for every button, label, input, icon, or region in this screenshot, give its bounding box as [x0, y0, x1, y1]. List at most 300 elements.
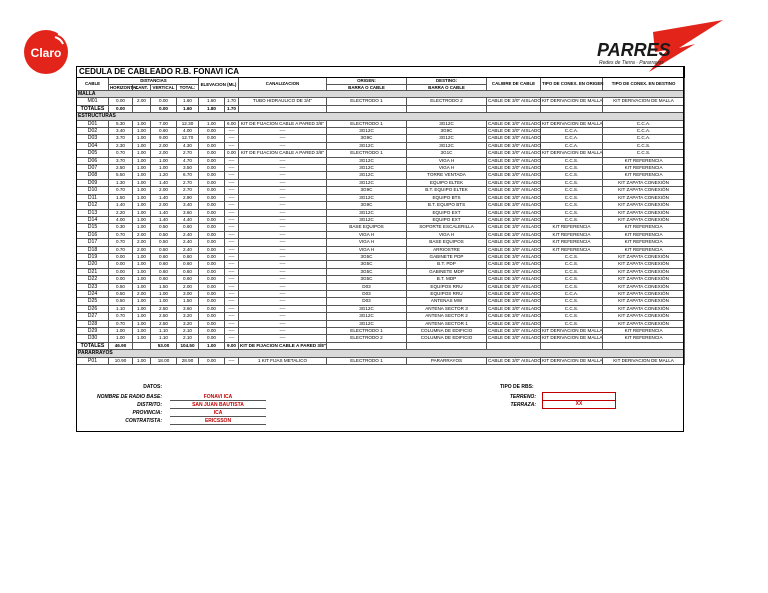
col-tipo-origen: TIPO DE CONEX. EN ORIGEN	[541, 78, 603, 91]
table-cell: CABLE DE 3/0" AISLADO	[488, 328, 541, 333]
table-cell: ----	[225, 165, 239, 172]
table-cell: ----	[225, 209, 239, 216]
table-cell: KIT DERIVACION DE MALLA	[542, 120, 603, 126]
table-cell: ----	[225, 283, 239, 290]
table-cell: 1.00	[133, 120, 151, 127]
table-cell: 1.80	[199, 105, 225, 112]
table-cell: ELECTRODO 1	[327, 150, 407, 157]
table-cell: C.C.S.	[541, 283, 603, 290]
table-cell: C.C.S.	[541, 305, 603, 312]
table-cell: 0.00	[151, 105, 177, 112]
table-cell: D01	[77, 120, 109, 127]
table-cell: 0.00	[199, 283, 225, 290]
table-cell: ----	[239, 165, 327, 172]
table-cell: 1.00	[133, 328, 151, 335]
table-cell: KIT DERIVACION DE MALLA	[542, 150, 603, 156]
table-cell: C.C.S.	[541, 202, 603, 209]
table-cell: 0.00	[199, 357, 225, 364]
col-cant: CANT.	[133, 85, 151, 91]
table-cell: 3G9C	[407, 128, 487, 135]
table-cell: 1.00	[133, 224, 151, 231]
table-cell: KIT REFERENCIA	[603, 239, 685, 246]
table-cell: COLUMNA DE EDIFICIO	[407, 328, 487, 335]
table-row	[77, 335, 685, 342]
table-cell: D29	[77, 328, 109, 335]
table-cell: 1.00	[133, 320, 151, 327]
table-row	[77, 239, 685, 246]
table-cell: CABLE DE 3/0" AISLADO	[488, 276, 541, 282]
table-cell: ANTENA SECTOR 2	[407, 313, 487, 320]
table-cell: ----	[239, 276, 327, 283]
table-cell: CABLE DE 3/0" AISLADO	[488, 179, 541, 185]
table-cell: ----	[239, 328, 327, 335]
table-cell: C.C.S.	[541, 187, 603, 194]
table-cell: 2.00	[151, 142, 177, 149]
table-row	[77, 313, 685, 320]
table-cell: 3G5C	[327, 268, 407, 275]
table-cell: ----	[225, 268, 239, 275]
table-row	[77, 157, 685, 164]
table-cell: KIT REFERENCIA	[603, 165, 685, 172]
table-cell: 1.00	[133, 179, 151, 186]
table-cell: 1.10	[151, 328, 177, 335]
table-row	[77, 120, 685, 127]
table-cell: ----	[239, 313, 327, 320]
table-cell: CABLE DE 3/0" AISLADO	[488, 224, 541, 230]
table-cell: ELECTRODO 1	[327, 120, 407, 127]
table-cell: 3G9C	[327, 202, 407, 209]
table-cell: 0.50	[151, 239, 177, 246]
table-cell: C.C.S.	[603, 150, 685, 157]
table-cell: 1.10	[109, 305, 133, 312]
table-cell: 3G12C	[407, 120, 487, 127]
table-cell: EQUIPO EXT	[407, 216, 487, 223]
col-vertical: VERTICAL	[151, 85, 177, 91]
table-cell: 3.50	[177, 165, 199, 172]
table-cell: D24	[77, 290, 109, 297]
table-cell: 0.00	[199, 268, 225, 275]
table-cell: 3G12C	[327, 216, 407, 223]
table-cell: KIT DERIVACION DE MALLA	[542, 335, 603, 341]
table-cell: CABLE DE 3/0" AISLADO	[488, 165, 541, 171]
table-cell: 1.00	[151, 157, 177, 164]
section-estructuras: ESTRUCTURAS	[77, 113, 685, 120]
table-cell: ----	[239, 224, 327, 231]
table-cell: KIT ZAPATA CONEXIÓN	[603, 298, 685, 305]
table-cell: 0.00	[199, 165, 225, 172]
col-distancias: DISTANCIAS	[109, 78, 199, 85]
table-cell: 1.00	[133, 357, 151, 364]
table-cell: ----	[225, 135, 239, 142]
table-row	[77, 202, 685, 209]
table-cell: 1.00	[133, 135, 151, 142]
table-cell: 3G12C	[327, 179, 407, 186]
table-row	[77, 98, 685, 105]
table-cell: D05	[77, 150, 109, 157]
table-cell: ----	[225, 261, 239, 268]
table-cell: 1.00	[133, 253, 151, 260]
table-cell: ----	[239, 290, 327, 297]
table-cell: 0.50	[151, 224, 177, 231]
table-cell: TOTALES	[77, 105, 109, 112]
table-row	[77, 268, 685, 275]
table-cell: D18	[77, 246, 109, 253]
table-cell: C.C.A.	[603, 135, 685, 142]
table-cell: 12.30	[177, 120, 199, 127]
table-cell: KIT ZAPATA CONEXIÓN	[603, 276, 685, 283]
table-cell: 0.00	[199, 142, 225, 149]
table-cell: 2.70	[177, 179, 199, 186]
table-cell: 104.50	[177, 342, 199, 349]
table-cell: CABLE DE 3/0" AISLADO	[488, 157, 541, 163]
table-cell: 2.10	[177, 335, 199, 342]
table-cell: 53.00	[151, 342, 177, 349]
table-row	[77, 216, 685, 223]
table-cell: C.C.S.	[541, 165, 603, 172]
table-cell: C.C.S.	[541, 313, 603, 320]
table-cell: 1.50	[151, 283, 177, 290]
table-cell: KIT ZAPATA CONEXIÓN	[603, 290, 685, 297]
table-cell: 1.00	[133, 305, 151, 312]
table-cell: 0.70	[109, 246, 133, 253]
table-cell: CABLE DE 3/0" AISLADO	[488, 150, 541, 156]
table-cell: CABLE DE 3/0" AISLADO	[488, 305, 541, 311]
section-pararrayos: PARARRAYOS	[77, 350, 685, 357]
table-cell: ----	[239, 298, 327, 305]
table-cell: C.C.S.	[541, 157, 603, 164]
table-cell: ----	[225, 216, 239, 223]
table-cell: B.T. MDP	[407, 276, 487, 283]
table-row	[77, 276, 685, 283]
table-cell: GABINETE PDP	[407, 253, 487, 260]
table-cell: 1.00	[133, 150, 151, 157]
table-cell: 1.00	[133, 268, 151, 275]
table-cell: CABLE DE 3/0" AISLADO	[488, 142, 541, 148]
table-cell: KIT ZAPATA CONEXIÓN	[603, 320, 685, 327]
table-cell: CABLE DE 3/0" AISLADO	[488, 98, 541, 104]
table-cell: 0.60	[177, 224, 199, 231]
table-cell: 1.80	[199, 98, 225, 105]
table-cell: ----	[225, 202, 239, 209]
table-cell	[407, 105, 487, 112]
table-cell: 0.00	[199, 135, 225, 142]
table-cell: 1 KIT FIJAS METALICO	[239, 357, 327, 364]
table-cell: 0.00	[199, 298, 225, 305]
table-cell: KIT ZAPATA CONEXIÓN	[603, 305, 685, 312]
table-cell: 0.70	[109, 187, 133, 194]
table-cell: ----	[239, 231, 327, 238]
table-cell: 2.50	[151, 305, 177, 312]
table-cell: EQUIPOS RRU	[407, 290, 487, 297]
table-cell: ----	[225, 128, 239, 135]
table-cell: CABLE DE 3/0" AISLADO	[488, 231, 541, 237]
table-cell: 4.30	[177, 142, 199, 149]
table-cell: 3G12C	[327, 209, 407, 216]
table-cell: ----	[225, 187, 239, 194]
table-cell	[541, 105, 603, 112]
table-row	[77, 261, 685, 268]
table-cell: 3.70	[109, 157, 133, 164]
table-cell: 0.60	[151, 276, 177, 283]
table-cell: 0.60	[177, 276, 199, 283]
table-cell: 1.00	[133, 128, 151, 135]
table-cell: ----	[225, 313, 239, 320]
table-cell: D15	[77, 224, 109, 231]
table-row	[77, 320, 685, 327]
table-cell: 0.60	[151, 128, 177, 135]
table-cell: C.C.A.	[541, 135, 603, 142]
table-cell: 0.60	[177, 253, 199, 260]
table-cell: 3.70	[109, 135, 133, 142]
table-cell: 1.00	[199, 120, 225, 127]
table-cell: CABLE DE 3/0" AISLADO	[488, 268, 541, 274]
table-cell: 0.00	[199, 202, 225, 209]
table-cell: 0.70	[109, 231, 133, 238]
col-origen: ORIGEN:	[327, 78, 407, 85]
table-cell: 5.50	[109, 172, 133, 179]
table-cell: 2.00	[133, 290, 151, 297]
table-cell: ----	[239, 157, 327, 164]
table-cell: CABLE DE 3/0" AISLADO	[488, 187, 541, 193]
table-cell: 0.00	[199, 328, 225, 335]
table-cell	[603, 105, 685, 112]
table-cell: ----	[239, 194, 327, 201]
table-cell: 3G12C	[327, 305, 407, 312]
table-cell: 3G12C	[327, 172, 407, 179]
table-cell: 3G9C	[327, 135, 407, 142]
table-cell: C.C.S.	[541, 261, 603, 268]
table-cell: 0.60	[177, 268, 199, 275]
table-cell: ----	[239, 261, 327, 268]
table-cell: 2.50	[109, 165, 133, 172]
table-cell: CABLE DE 3/0" AISLADO	[488, 135, 541, 141]
table-cell: B.T. EQUIPO ELTEK	[407, 187, 487, 194]
table-cell: KIT REFERENCIA	[541, 224, 603, 231]
table-cell: 3.40	[177, 202, 199, 209]
table-cell	[133, 105, 151, 112]
table-cell: B.T. PDP	[407, 261, 487, 268]
table-cell: 0.00	[109, 261, 133, 268]
table-cell: 2.70	[177, 150, 199, 157]
table-cell: VIGA H	[407, 231, 487, 238]
table-cell: KIT REFERENCIA	[603, 231, 685, 238]
table-cell: ----	[225, 357, 239, 364]
table-cell: KIT ZAPATA CONEXIÓN	[603, 283, 685, 290]
table-row	[77, 246, 685, 253]
table-cell: CABLE DE 3/0" AISLADO	[488, 194, 541, 200]
table-cell: ----	[225, 224, 239, 231]
table-row	[77, 253, 685, 260]
cabling-sheet	[76, 66, 684, 365]
table-cell: 4.00	[177, 128, 199, 135]
table-cell: 7.00	[151, 120, 177, 127]
table-cell: 1.50	[109, 194, 133, 201]
table-cell: 0.50	[109, 290, 133, 297]
table-cell: 1.00	[109, 335, 133, 342]
table-cell: ANTENA SECTOR 3	[407, 305, 487, 312]
table-cell: 0.00	[225, 150, 239, 157]
table-cell: D22	[77, 276, 109, 283]
table-cell: 2.00	[151, 187, 177, 194]
datos-value-distrito: SAN JUAN BAUTISTA	[170, 402, 266, 409]
table-cell: 0.00	[199, 194, 225, 201]
table-cell: 0.00	[199, 231, 225, 238]
col-origen-sub: BARRA O CABLE	[327, 85, 407, 91]
datos-value-rb: FONAVI ICA	[170, 394, 266, 401]
table-cell: D20	[77, 261, 109, 268]
table-cell: 3G5C	[327, 261, 407, 268]
table-cell: 3.60	[177, 305, 199, 312]
table-row	[77, 135, 685, 142]
table-cell: CABLE DE 3/0" AISLADO	[488, 253, 541, 259]
table-cell: ----	[239, 135, 327, 142]
table-cell: ANTENAS MW	[407, 298, 487, 305]
table-cell	[541, 342, 603, 349]
table-cell: ----	[225, 328, 239, 335]
table-cell: 1.00	[133, 276, 151, 283]
table-cell: CABLE DE 3/0" AISLADO	[488, 320, 541, 326]
table-cell: 0.00	[199, 313, 225, 320]
table-cell: 0.00	[199, 216, 225, 223]
table-cell: 0.00	[199, 261, 225, 268]
table-row	[77, 165, 685, 172]
table-cell: 0.60	[151, 268, 177, 275]
table-cell: 0.50	[151, 246, 177, 253]
table-cell: KIT DERIVACION DE MALLA	[542, 98, 603, 104]
table-cell: D12	[77, 202, 109, 209]
table-cell: D21	[77, 268, 109, 275]
totals-row	[77, 342, 685, 349]
table-cell: 3.40	[109, 128, 133, 135]
table-cell: D11	[77, 194, 109, 201]
table-cell: EQUIPO BTS	[407, 194, 487, 201]
table-cell: 3G1C	[407, 150, 487, 157]
table-cell: KIT ZAPATA CONEXIÓN	[603, 261, 685, 268]
table-cell: 2.40	[177, 231, 199, 238]
table-cell: D06	[77, 157, 109, 164]
table-cell: CABLE DE 3/0" AISLADO	[488, 261, 541, 267]
table-cell: KIT DE FIJACION CABLE A PARED 3/8"	[240, 342, 326, 348]
table-cell: 1.00	[133, 157, 151, 164]
table-cell: D03	[327, 298, 407, 305]
table-cell: 3G12C	[327, 128, 407, 135]
table-cell: D27	[77, 313, 109, 320]
table-cell: 1.50	[177, 298, 199, 305]
table-cell: TOTALES	[77, 342, 109, 349]
table-cell: ----	[225, 194, 239, 201]
table-cell: C.C.A.	[603, 128, 685, 135]
table-cell: KIT REFERENCIA	[603, 157, 685, 164]
table-cell: ----	[239, 179, 327, 186]
table-cell: D13	[77, 209, 109, 216]
table-cell: ----	[225, 298, 239, 305]
table-cell: 0.60	[151, 253, 177, 260]
col-elevacion: ELEVACION (ML)	[199, 78, 239, 91]
table-cell: ELECTRODO 2	[407, 98, 487, 105]
col-horizontal: HORIZONTAL	[110, 85, 139, 90]
table-cell: ----	[239, 128, 327, 135]
table-cell: 1.00	[133, 202, 151, 209]
table-cell: ----	[225, 231, 239, 238]
table-cell: 2.00	[177, 283, 199, 290]
table-cell: 4.70	[177, 157, 199, 164]
table-cell	[327, 105, 407, 112]
table-cell: 2.40	[177, 239, 199, 246]
cabling-table	[76, 66, 685, 365]
table-cell: D28	[77, 320, 109, 327]
table-cell: KIT REFERENCIA	[603, 224, 685, 231]
table-cell: ----	[225, 276, 239, 283]
table-cell: CABLE DE 3/0" AISLADO	[488, 313, 541, 319]
table-cell: C.C.S.	[541, 276, 603, 283]
table-cell: 2.30	[109, 142, 133, 149]
table-cell: KIT ZAPATA CONEXIÓN	[603, 216, 685, 223]
table-cell: CABLE DE 3/0" AISLADO	[488, 172, 541, 178]
table-cell: 1.60	[177, 98, 199, 105]
table-cell: 3.20	[177, 313, 199, 320]
table-cell: 9.00	[151, 135, 177, 142]
table-cell: D19	[77, 253, 109, 260]
table-cell: ----	[239, 239, 327, 246]
table-cell	[407, 342, 487, 349]
svg-text:PARRES: PARRES	[597, 40, 671, 60]
table-cell: 1.40	[151, 209, 177, 216]
table-cell: 3.00	[177, 290, 199, 297]
table-cell: C.C.S.	[541, 268, 603, 275]
table-cell: CABLE DE 3/0" AISLADO	[488, 335, 541, 341]
table-cell: KIT ZAPATA CONEXIÓN	[603, 313, 685, 320]
table-cell: D30	[77, 335, 109, 342]
table-cell: 0.00	[109, 276, 133, 283]
table-cell	[327, 342, 407, 349]
table-cell: ----	[239, 268, 327, 275]
table-cell: ----	[239, 335, 327, 342]
table-cell: BASE EQUIPOS	[407, 239, 487, 246]
table-cell: KIT ZAPATA CONEXIÓN	[603, 179, 685, 186]
table-cell: CABLE DE 3/0" AISLADO	[488, 298, 541, 304]
table-cell: 0.70	[109, 150, 133, 157]
table-cell: 1.00	[133, 209, 151, 216]
table-row	[77, 172, 685, 179]
table-row	[77, 305, 685, 312]
table-cell: PARARRAYOS	[407, 357, 487, 364]
table-cell: D14	[77, 216, 109, 223]
table-cell: ----	[225, 320, 239, 327]
table-cell: 1.10	[151, 335, 177, 342]
table-cell: 0.00	[151, 98, 177, 105]
table-row	[77, 150, 685, 157]
table-row	[77, 298, 685, 305]
table-cell: ----	[239, 246, 327, 253]
table-cell: KIT REFERENCIA	[603, 172, 685, 179]
table-cell: ----	[225, 246, 239, 253]
table-cell: KIT ZAPATA CONEXIÓN	[603, 194, 685, 201]
table-cell: 0.00	[109, 105, 133, 112]
table-cell: 0.00	[199, 320, 225, 327]
table-cell: D26	[77, 305, 109, 312]
col-canalizacion: CANALIZACION	[239, 78, 327, 91]
table-cell: D03	[327, 290, 407, 297]
table-cell: 9.00	[225, 342, 239, 349]
datos-label-provincia: PROVINCIA:	[132, 410, 162, 416]
table-cell: 1.00	[151, 298, 177, 305]
table-cell: ----	[239, 305, 327, 312]
table-cell: 0.00	[199, 253, 225, 260]
table-cell: 2.50	[151, 320, 177, 327]
table-cell: 0.00	[199, 157, 225, 164]
table-cell: CABLE DE 3/0" AISLADO	[488, 290, 541, 296]
table-cell: C.C.S.	[541, 179, 603, 186]
